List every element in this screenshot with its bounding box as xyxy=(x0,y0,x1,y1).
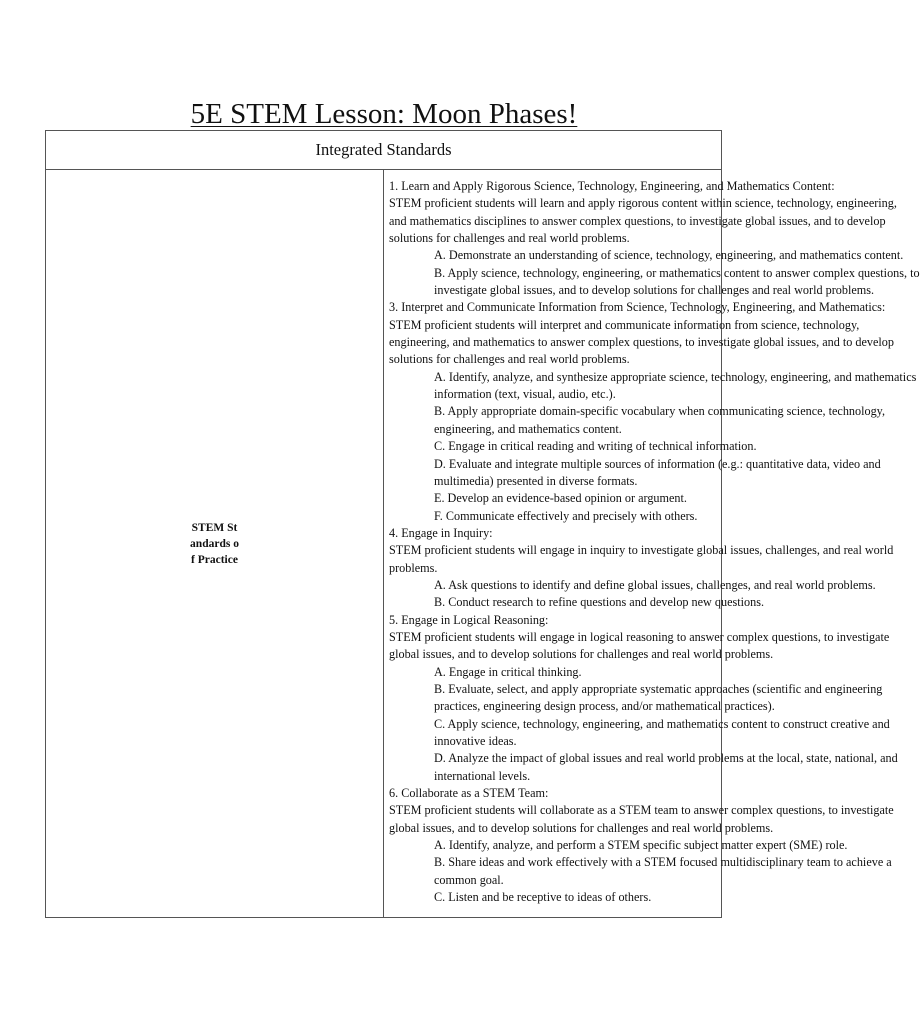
standard-line: multimedia) presented in diverse formats. xyxy=(434,473,638,488)
standard-line: B. Evaluate, select, and apply appropriate systematic approaches (scientific and engineering xyxy=(434,681,883,696)
standard-line: A. Identify, analyze, and perform a STEM specific subject matter expert (SME) role. xyxy=(434,838,848,853)
standard-line: international levels. xyxy=(434,768,531,783)
standard-line: problems. xyxy=(389,560,438,575)
standard-line: 6. Collaborate as a STEM Team: xyxy=(389,786,549,801)
standard-line: engineering, and mathematics to answer complex questions, to investigate global issues, and to develop xyxy=(389,335,894,350)
standard-line: E. Develop an evidence-based opinion or argument. xyxy=(434,491,687,506)
standard-line: 5. Engage in Logical Reasoning: xyxy=(389,612,549,627)
standard-line: innovative ideas. xyxy=(434,734,517,748)
standard-line: engineering, and mathematics content. xyxy=(434,421,622,436)
standard-line: and mathematics disciplines to answer complex questions, to investigate global issues, and to develop xyxy=(389,213,886,228)
standard-line: 1. Learn and Apply Rigorous Science, Technology, Engineering, and Mathematics Content: xyxy=(389,179,835,193)
standard-line: common goal. xyxy=(434,872,504,887)
standards-row xyxy=(46,170,722,918)
row-label-cell xyxy=(46,170,384,918)
standard-line: F. Communicate effectively and precisely with others. xyxy=(434,508,698,523)
standard-line: B. Conduct research to refine questions and develop new questions. xyxy=(434,595,764,610)
standard-line: C. Apply science, technology, engineering, and mathematics content to construct creative and xyxy=(434,716,890,731)
row-label: STEM Standards of Practice xyxy=(190,521,239,566)
standard-line: B. Apply science, technology, engineering, or mathematics content to answer complex questions, to xyxy=(434,265,920,280)
standard-line: A. Identify, analyze, and synthesize appropriate science, technology, engineering, and mathematics xyxy=(434,369,917,384)
table-header-row xyxy=(46,131,722,170)
standard-line: 4. Engage in Inquiry: xyxy=(389,525,493,540)
standard-line: STEM proficient students will interpret and communicate information from science, technology, xyxy=(389,317,860,332)
standard-line: investigate global issues, and to develop solutions for challenges and real world problems. xyxy=(434,283,875,298)
table-header: Integrated Standards xyxy=(46,131,722,170)
standard-line: global issues, and to develop solutions for challenges and real world problems. xyxy=(389,647,774,662)
standard-line: 3. Interpret and Communicate Information from Science, Technology, Engineering, and Mathematics: xyxy=(389,300,886,315)
standard-line: solutions for challenges and real world problems. xyxy=(389,231,630,246)
standards-table xyxy=(45,130,920,918)
standard-line: C. Engage in critical reading and writing of technical information. xyxy=(434,439,757,454)
standard-line: STEM proficient students will engage in inquiry to investigate global issues, challenges, and real world xyxy=(389,543,894,558)
standard-line: global issues, and to develop solutions for challenges and real world problems. xyxy=(389,820,774,835)
standard-line: solutions for challenges and real world problems. xyxy=(389,352,630,367)
standard-line: A. Ask questions to identify and define global issues, challenges, and real world problems. xyxy=(434,577,876,592)
standard-line: STEM proficient students will learn and apply rigorous content within science, technology, engineering, xyxy=(389,196,897,211)
standard-line: STEM proficient students will engage in logical reasoning to answer complex questions, to investigate xyxy=(389,629,890,644)
standard-line: information (text, visual, audio, etc.). xyxy=(434,387,616,402)
standard-line: C. Listen and be receptive to ideas of others. xyxy=(434,890,652,905)
standard-line: B. Share ideas and work effectively with a STEM focused multidisciplinary team to achieve a xyxy=(434,855,892,870)
standard-line: A. Demonstrate an understanding of science, technology, engineering, and mathematics content. xyxy=(434,248,904,263)
standard-line: A. Engage in critical thinking. xyxy=(434,664,582,679)
standard-line: practices, engineering design process, and/or mathematical practices). xyxy=(434,699,775,714)
standard-line: D. Analyze the impact of global issues and real world problems at the local, state, national, and xyxy=(434,751,898,766)
standard-line: B. Apply appropriate domain-specific vocabulary when communicating science, technology, xyxy=(434,404,886,419)
page-title: 5E STEM Lesson: Moon Phases! xyxy=(190,98,578,130)
standards-content xyxy=(384,170,920,918)
standard-line: STEM proficient students will collaborate as a STEM team to answer complex questions, to investigate xyxy=(389,803,894,818)
standard-line: D. Evaluate and integrate multiple sources of information (e.g.: quantitative data, video and xyxy=(434,456,881,471)
